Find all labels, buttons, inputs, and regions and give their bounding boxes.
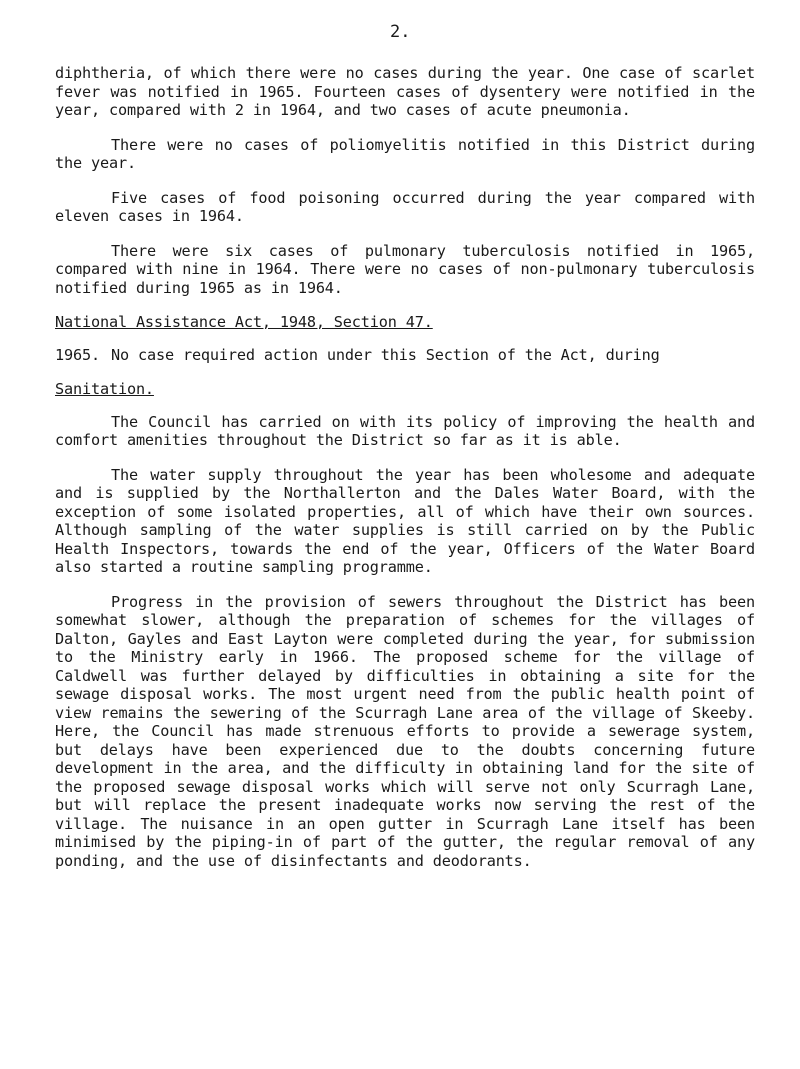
paragraph-infectious-diseases: diphtheria, of which there were no cases during the year. One case of scarlet fever was notified in 1965. Fourteen cases of dysentery were notified in the year, compared with 2 in 1964, and two cases of acute pneumonia. (55, 64, 755, 119)
heading-sanitation: Sanitation. (55, 380, 154, 398)
page-number: 2. (390, 22, 411, 42)
paragraph-water-supply: The water supply throughout the year has been wholesome and adequate and is supplied by the Northallerton and the Dales Water Board, with the exception of some isolated properties, all of which have their own sources. Although sampling of the water supplies is still carried on by the Public Health Inspectors, towards the end of the year, Officers of the Water Board also started a routine sampling programme. (55, 465, 755, 576)
paragraph-council-policy: The Council has carried on with its policy of improving the health and comfort amenities throughout the District so far as it is able. (55, 412, 755, 449)
heading-national-assistance-act: National Assistance Act, 1948, Section 47. (55, 313, 433, 331)
paragraph-national-assistance (55, 346, 755, 365)
paragraph-food-poisoning: Five cases of food poisoning occurred during the year compared with eleven cases in 1964. (55, 188, 755, 225)
paragraph-text: No case required action under this Section of the Act, during (111, 345, 660, 364)
paragraph-poliomyelitis: There were no cases of poliomyelitis notified in this District during the year. (55, 135, 755, 172)
paragraph-year: 1965. (55, 345, 100, 364)
document-body (55, 64, 755, 886)
paragraph-tuberculosis: There were six cases of pulmonary tuberculosis notified in 1965, compared with nine in 1964. There were no cases of non-pulmonary tuberculosis notified during 1965 as in 1964. (55, 241, 755, 297)
paragraph-sewers: Progress in the provision of sewers throughout the District has been somewhat slower, although the preparation of schemes for the villages of Dalton, Gayles and East Layton were completed during the year, for submission to the Ministry early in 1966. The proposed scheme for the village of Caldwell was further delayed by difficulties in obtaining a site for the sewage disposal works. The most urgent need from the public health point of view remains the sewering of the Scurragh Lane area of the village of Skeeby. Here, the Council has made strenuous efforts to provide a sewerage system, but delays have been experienced due to the doubts concerning future development in the area, and the difficulty in obtaining land for the site of the proposed sewage disposal works which will serve not only Scurragh Lane, but will replace the present inadequate works now serving the rest of the village. The nuisance in an open gutter in Scurragh Lane itself has been minimised by the piping-in of part of the gutter, the regular removal of any ponding, and the use of disinfectants and deodorants. (55, 592, 755, 870)
